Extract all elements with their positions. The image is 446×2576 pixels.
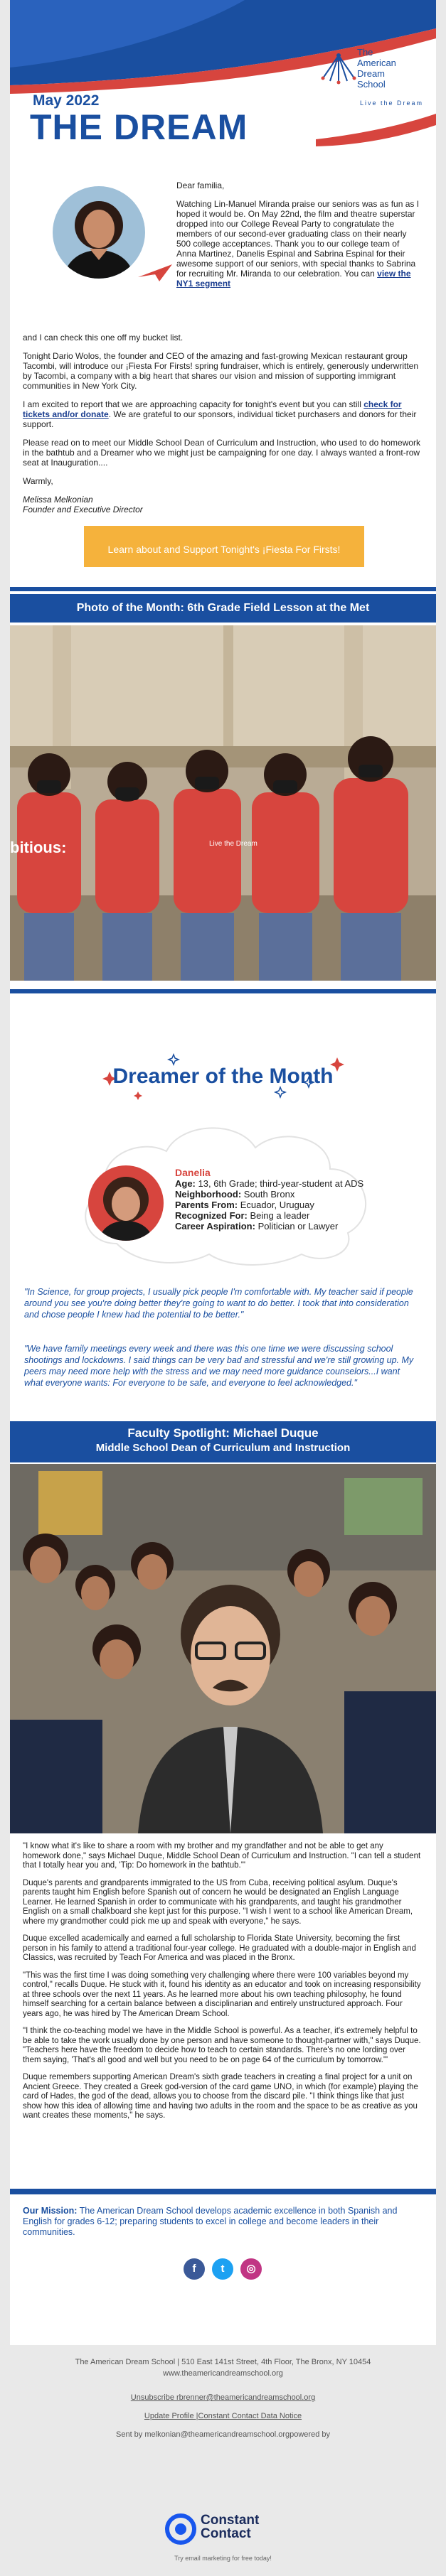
constant-contact-icon (165, 2513, 196, 2545)
letter-paragraph-3 (23, 399, 423, 429)
tickets-donate-link[interactable]: check for tickets and/or donate (23, 399, 402, 419)
letter-p3-end: . We are grateful to our sponsors, individual ticket purchasers and donors for their support. (23, 409, 417, 429)
dreamer-photo (88, 1165, 164, 1241)
logo-line-4: School (357, 79, 386, 90)
letter-paragraph-1 (176, 199, 420, 289)
faculty-paragraph-5: "I think the co-teaching model we have in the Middle School is powerful. As a teacher, it's extremely helpful to be able to take the work usually done by one person and have someone to thought-partner with," says Duque. "Teachers here have the freedom to decide how to teach to certain standards. There's no one lording over them saying, 'That's all good and well but you need to be on page 64 of the curriculum by tomorrow.'" (23, 2027, 421, 2064)
cc-brand-line-2: Contact (201, 2526, 251, 2541)
faculty-paragraph-4: "This was the first time I was doing something very challenging where there were 100 variables beyond my control," recalls Duque. He stuck with it, found his identity as an educator and took on increasing responsibility at three schools over the next 11 years. As he learned more about his own teaching philosophy, he found himself searching for a certain balance between a disciplinarian and entirely unstructured approach. Four years ago, he was hired by The American Dream School. (23, 1971, 421, 2018)
parents-value: Ecuador, Uruguay (240, 1200, 314, 1210)
update-profile-link[interactable]: Update Profile |Constant Contact Data Notice (144, 2412, 302, 2420)
cc-brand-line-1: Constant (201, 2513, 260, 2528)
faculty-subtitle: Middle School Dean of Curriculum and Instruction (95, 1442, 351, 1454)
faculty-article (23, 1842, 423, 2129)
ny1-segment-link[interactable]: view the NY1 segment (176, 269, 411, 289)
neighborhood-value: South Bronx (243, 1189, 295, 1200)
instagram-icon[interactable]: ◎ (240, 2258, 262, 2280)
dreamer-parents (175, 1200, 381, 1210)
cc-tagline: Try email marketing for free today! (174, 2555, 272, 2562)
fiesta-cta-button[interactable]: Learn about and Support Tonight's ¡Fiesta For Firsts! (84, 526, 364, 567)
faculty-paragraph-1: "I know what it's like to share a room with my brother and my grandfather and not be able to get any homework done," says Michael Duque, Middle School Dean of Curriculum and Instruction. "I can tell a student that I totally hear you and, 'Tip: Do homework in the bathtub.'" (23, 1842, 421, 1870)
letter-greeting: Dear familia, (176, 180, 225, 190)
issue-date: May 2022 (33, 92, 100, 109)
photo-month-banner: Photo of the Month: 6th Grade Field Lesson at the Met (10, 594, 436, 623)
career-label: Career Aspiration: (175, 1221, 255, 1232)
faculty-title: Faculty Spotlight: Michael Duque (127, 1426, 319, 1440)
dreamer-quote-2: "We have family meetings every week and there was this one time we were discussing school shootings and lockdowns. I said things can be very bad and stressful and we're still growing up. My peers may need more help with the stress and we may need more guidance counselors...I want what everyone wants: For everyone to be safe, and everyone to feel acknowledged." (24, 1344, 414, 1388)
letter-p3-text: I am excited to report that we are approaching capacity for tonight's event but you can still (23, 399, 361, 409)
header (10, 0, 436, 171)
career-value: Politician or Lawyer (257, 1221, 339, 1232)
signature-name: Melissa Melkonian (23, 495, 93, 505)
faculty-paragraph-3: Duque excelled academically and earned a full scholarship to Florida State University, becoming the first person in his family to attend a traditional four-year college. He graduated with a double-major in English and Classics, was recruited by Teach For America and was placed in the Bronx. (23, 1934, 416, 1962)
shirt-text: Live the Dream (209, 840, 257, 848)
mission-text: The American Dream School develops academic excellence in both Spanish and English for grades 6-12; preparing students to excel in college and become leaders in their communities. (23, 2206, 398, 2237)
letter-p1-text: Watching Lin-Manuel Miranda praise our seniors was as fun as I hoped it would be. On May 22nd, the film and theatre superstar dropped into our College Reveal Party to congratulate the members of our second-ever graduating class on their nearly 500 college acceptances. Thank you to our college team of Anna Martinez, Danelis Espinal and Sabrina Espinal for their awesome support of our seniors, with special thanks to Sabrina for recruiting Mr. Miranda to our celebration. You can (176, 199, 420, 279)
dreamer-career (175, 1221, 381, 1232)
dreamer-recognized (175, 1210, 381, 1221)
newsletter-card (10, 0, 436, 2345)
age-label: Age: (175, 1178, 196, 1189)
logo-tagline: Live the Dream (360, 99, 424, 107)
faculty-paragraph-6: Duque remembers supporting American Dream's sixth grade teachers in creating a final project for a unit on Ancient Greece. They created a Greek god-version of the card game UNO, in which (for example) playing the card of Hades, the god of the dead, allows you to choose from the discard pile. "I think things like that just show how this idea of allowing time and having two adults in the room and the space to be as creative as you want creates these moments," he says. (23, 2073, 418, 2120)
letter-paragraph-4: Please read on to meet our Middle School Dean of Curriculum and Instruction, who used to do homework in the bathtub and a Dreamer who we might just be campaigning for one day. I always wanted a front-row seat at Inauguration.... (23, 438, 420, 468)
dreamer-quote-1: "In Science, for group projects, I usually pick people I'm comfortable with. My teacher said if people around you see you're doing better they're going to want to do better. I took that into consideration and chose people I knew had the potential to be better." (24, 1287, 413, 1320)
dreamer-title: Dreamer of the Month (112, 1065, 334, 1088)
school-logo[interactable] (317, 43, 424, 114)
recognized-label: Recognized For: (175, 1210, 248, 1221)
mission-label: Our Mission: (23, 2206, 78, 2216)
signature-title: Founder and Executive Director (23, 505, 143, 514)
parents-label: Parents From: (175, 1200, 238, 1210)
facebook-icon[interactable]: f (184, 2258, 205, 2280)
logo-line-1: The (357, 47, 373, 58)
mission-divider (10, 2189, 436, 2194)
letter-paragraph-2: Tonight Dario Wolos, the founder and CEO of the amazing and fast-growing Mexican restaurant group Tacombi, will introduce our ¡Fiesta For Firsts! spring fundraiser, which is entirely, generously underwritten by Tacombi, a company with a big heart that shares our vision and mission of supporting immigrant communities in New York City. (23, 351, 418, 391)
sign-text: bitious: (10, 839, 67, 856)
neighborhood-label: Neighborhood: (175, 1189, 242, 1200)
dreamer-age (175, 1178, 381, 1189)
paper-plane-icon (138, 263, 174, 283)
twitter-icon[interactable]: t (212, 2258, 233, 2280)
logo-wordmark (357, 47, 425, 90)
letter-intro (176, 180, 420, 297)
dreamer-name: Danelia (175, 1167, 211, 1178)
dreamer-neighborhood (175, 1189, 381, 1200)
unsubscribe-link[interactable]: Unsubscribe rbrenner@theamericandreamschool.org (130, 2393, 316, 2402)
letter-body (23, 333, 423, 514)
faculty-banner (10, 1421, 436, 1462)
mission-statement (23, 2206, 423, 2238)
dreamer-info (175, 1168, 381, 1232)
footer-sent-by: Sent by melkonian@theamericandreamschool.orgpowered by (116, 2430, 330, 2439)
footer-website: www.theamericandreamschool.org (163, 2369, 283, 2378)
footer-address: The American Dream School | 510 East 141st Street, 4th Floor, The Bronx, NY 10454 (75, 2358, 371, 2366)
letter-p1-end: and I can check this one off my bucket list. (23, 333, 184, 343)
recognized-value: Being a leader (250, 1210, 310, 1221)
faculty-paragraph-2: Duque's parents and grandparents immigrated to the US from Cuba, receiving political asylum. Duque's parents taught him English before Spanish out of concern he would be designated an English Language Learner. He learned Spanish in order to communicate with his grandparents, and taught his grandmother English on a small chalkboard she kept just for this purpose. "I wish I went to a school like American Dream, where my grandmother could pick me up and speak with everyone," he says. (23, 1878, 413, 1926)
logo-line-3: Dream (357, 68, 386, 79)
letter-closing: Warmly, (23, 476, 53, 486)
founder-portrait (53, 186, 145, 279)
age-value: 13, 6th Grade; third-year-student at ADS (198, 1178, 364, 1189)
divider (10, 587, 436, 591)
newsletter-title: THE DREAM (30, 107, 248, 147)
faculty-photo (10, 1464, 436, 1833)
logo-line-2: American (357, 58, 396, 68)
field-lesson-photo (10, 625, 436, 981)
lanterns-icon (317, 47, 360, 97)
divider (10, 989, 436, 993)
constant-contact-logo[interactable] (165, 2512, 286, 2549)
